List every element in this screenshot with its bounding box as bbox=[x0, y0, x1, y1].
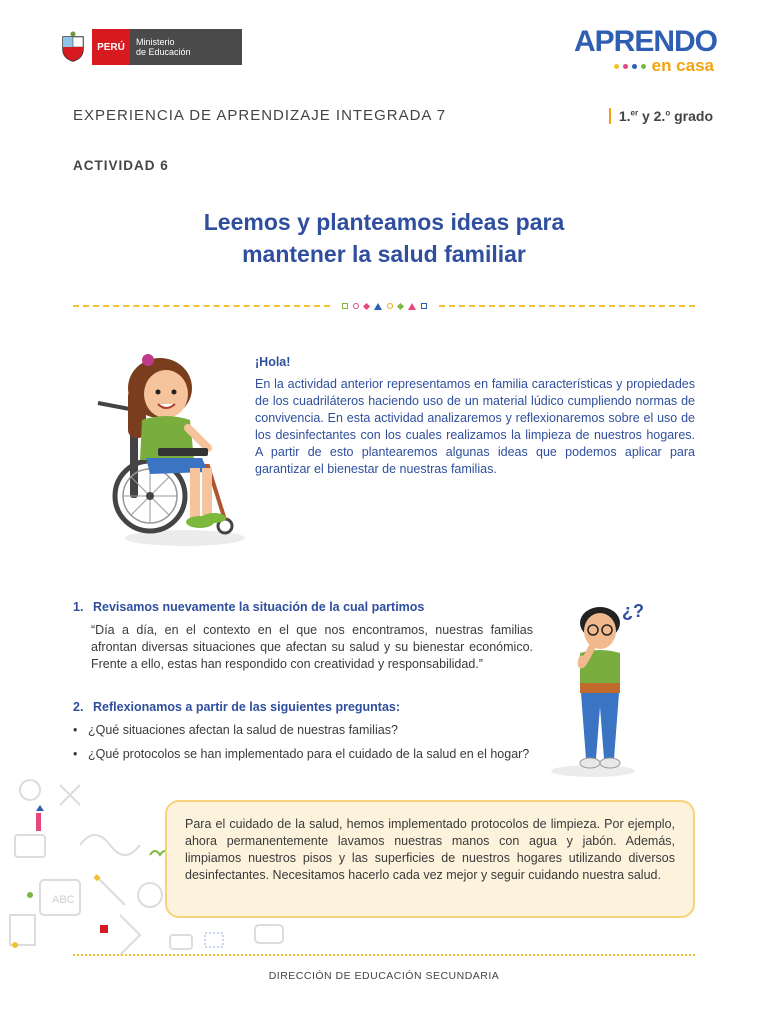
list-item: • ¿Qué protocolos se han implementado para el cuidado de la salud en el hogar? bbox=[73, 747, 530, 761]
svg-text:ABC: ABC bbox=[52, 894, 75, 906]
situation-quote: “Día a día, en el contexto en el que nos encontramos, nuestras familias afrontan diversas situaciones que afectan su salud y su bienestar económico. Frente a ello, estas han respondido con creatividad y responsabilidad.” bbox=[91, 623, 533, 671]
aprendo-en-casa-logo bbox=[574, 25, 718, 75]
thinking-boy-illustration bbox=[548, 595, 648, 780]
ministry-line-1: Ministerio bbox=[136, 37, 175, 47]
section-2 bbox=[73, 700, 533, 770]
intro-greeting: ¡Hola! bbox=[255, 355, 291, 369]
grade-label: 1.$^{er}$ y 2.$^o$ grado bbox=[609, 108, 713, 124]
brand-dots-icon bbox=[614, 64, 646, 69]
brand-top: APRENDO bbox=[574, 25, 718, 58]
note-text: Para el cuidado de la salud, hemos implementado protocolos de limpieza. Por ejemplo, ahora permanentemente lavamos nuestras manos con agua y jabón. Además, limpiamos nuestros pisos y las superficies de nuestros hogares utilizando diversos desinfectantes. Necesitamos hacerlo cada vez mejor y seguir cuidando nuestra salud. bbox=[185, 817, 675, 882]
ministry-line-2: de Educación bbox=[136, 47, 191, 57]
footer-divider bbox=[73, 954, 695, 956]
section-2-heading: 2. Reflexionamos a partir de las siguientes preguntas: bbox=[73, 700, 401, 714]
footer-text: DIRECCIÓN DE EDUCACIÓN SECUNDARIA bbox=[268, 970, 500, 982]
question-list bbox=[73, 722, 533, 763]
ministry-label bbox=[130, 29, 242, 65]
girl-wheelchair-illustration bbox=[90, 348, 250, 548]
page-header bbox=[0, 0, 768, 90]
page-title bbox=[84, 206, 684, 270]
list-item: • ¿Qué situaciones afectan la salud de nuestras familias? bbox=[73, 723, 398, 737]
intro-text: En la actividad anterior representamos en familia características y propiedades de los cuadriláteros haciendo uso de un material lúdico cumpliendo normas de convivencia. En esta actividad analizaremos y reflexionaremos sobre el uso de los desinfectantes con los cuales realizamos la limpieza de nuestros hogares. A partir de esto plantearemos algunas ideas que podemos aplicar para garantizar el bienestar de nuestras familias. bbox=[255, 377, 695, 476]
brand-bottom: en casa bbox=[651, 56, 714, 75]
divider-shapes-icon bbox=[330, 303, 439, 310]
section-1 bbox=[73, 600, 533, 673]
experience-line bbox=[73, 107, 713, 124]
activity-label: ACTIVIDAD 6 bbox=[73, 158, 169, 173]
title-line-1: Leemos y planteamos ideas para bbox=[203, 209, 565, 235]
intro-block bbox=[255, 355, 695, 478]
question-mark-icon: ¿? bbox=[622, 601, 644, 621]
section-1-heading: 1. Revisamos nuevamente la situación de la cual partimos bbox=[73, 600, 425, 614]
peru-label: PERÚ bbox=[92, 29, 130, 65]
note-box bbox=[165, 800, 695, 918]
government-logo bbox=[58, 29, 242, 65]
title-line-2: mantener la salud familiar bbox=[242, 241, 526, 267]
experience-title: EXPERIENCIA DE APRENDIZAJE INTEGRADA 7 bbox=[73, 107, 447, 124]
title-divider bbox=[73, 298, 695, 314]
peru-shield-icon bbox=[58, 29, 88, 65]
